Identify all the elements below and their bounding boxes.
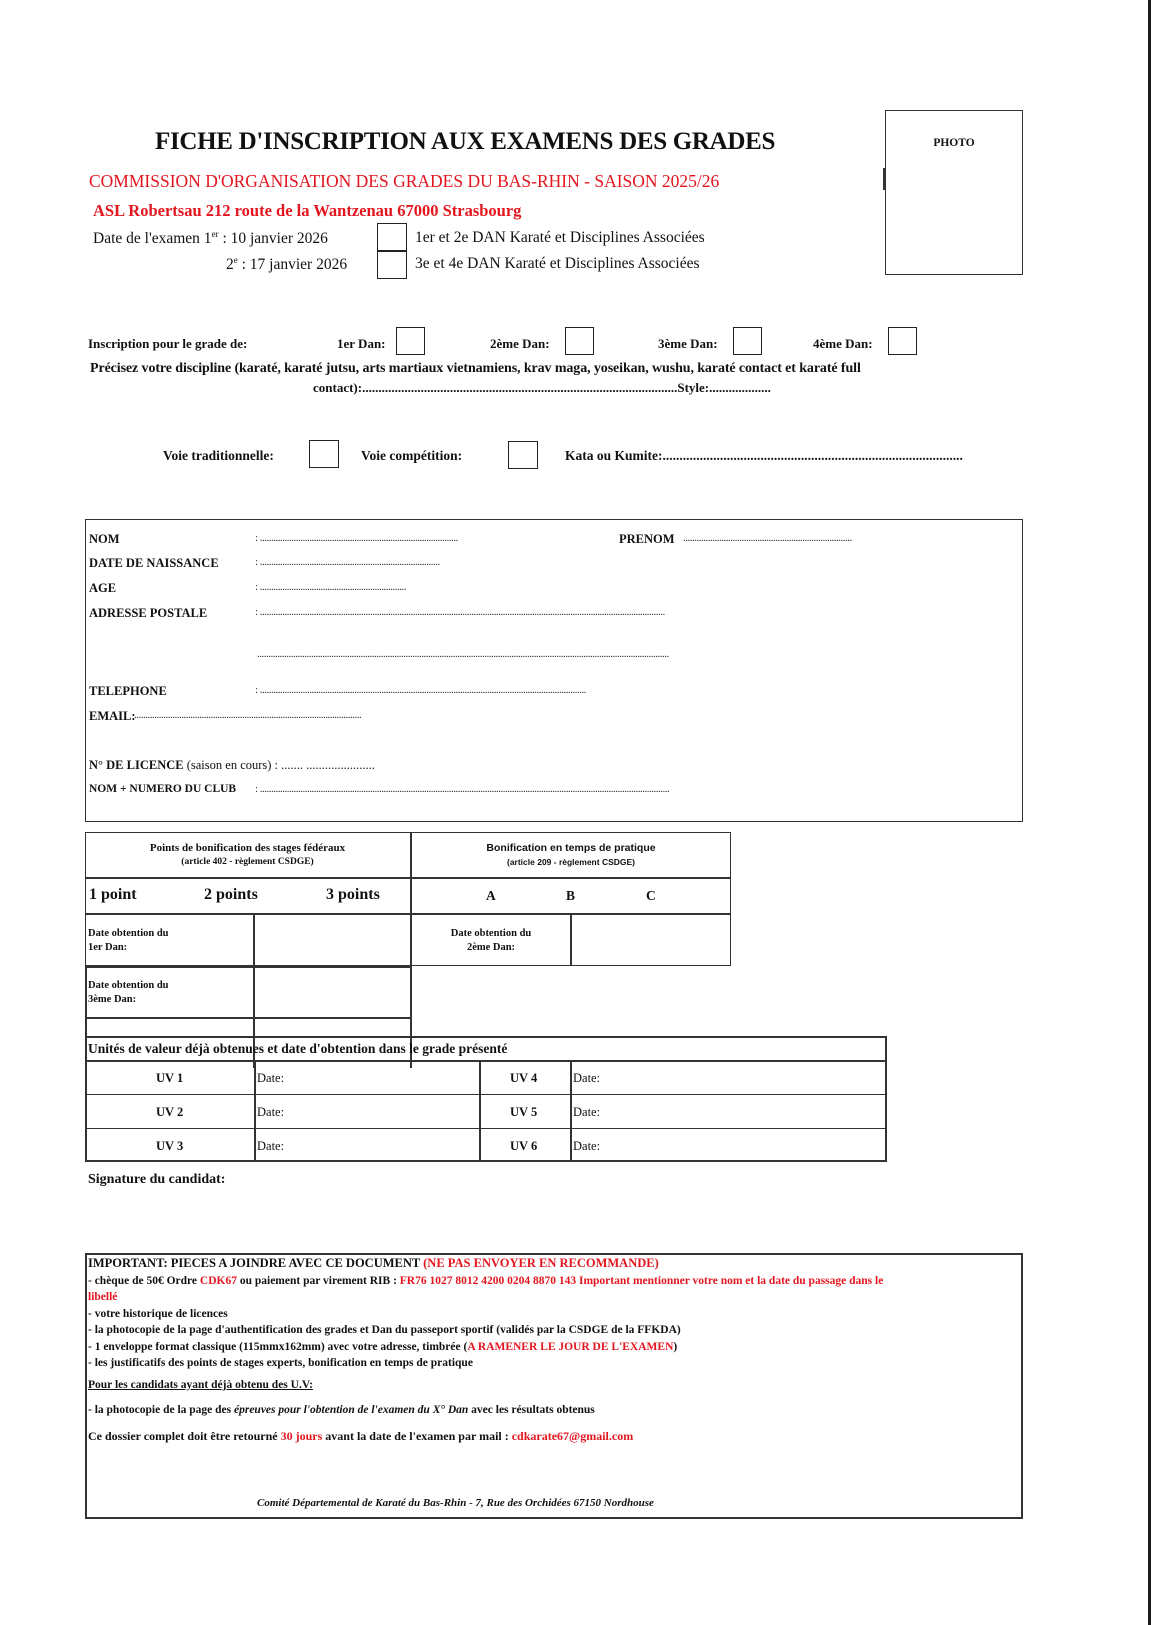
prenom-label: PRENOM [619, 532, 675, 546]
voie-traditional-checkbox[interactable] [309, 440, 339, 468]
uv-2-label: UV 2 [156, 1105, 184, 1119]
points-2[interactable]: 2 points [204, 886, 258, 903]
points-1[interactable]: 1 point [89, 886, 137, 903]
return-text: Ce dossier complet doit être retourné [88, 1429, 281, 1443]
grade-1-label: 1er Dan: [337, 336, 386, 351]
voie-competition-checkbox[interactable] [508, 441, 538, 469]
letter-a[interactable]: A [486, 888, 496, 903]
uv-6-date[interactable]: Date: [573, 1139, 601, 1153]
address-label: ADRESSE POSTALE [89, 606, 208, 620]
grade-label: Inscription pour le grade de: [88, 336, 248, 351]
uv-3-date[interactable]: Date: [257, 1139, 285, 1153]
cheque-rib: FR76 1027 8012 4200 0204 8870 143 Important mentionner votre nom et la date du passage dans le [399, 1275, 884, 1287]
exam-date-2-prefix: 2 [226, 256, 234, 274]
item-licences: - votre historique de licences [88, 1308, 228, 1320]
uv-col-divider-2 [479, 1060, 481, 1162]
address-input-1[interactable]: : .................................................................................................................................................................................... [255, 606, 665, 618]
venue-address: ASL Robertsau 212 route de la Wantzenau 67000 Strasbourg [93, 201, 522, 220]
cheque-text: - chèque de 50€ Ordre [88, 1275, 200, 1287]
uv-title: Unités de valeur déjà obtenues et date d'obtention dans le grade présenté [88, 1041, 508, 1056]
club-label: NOM + NUMERO DU CLUB [89, 783, 237, 795]
photo-box[interactable] [885, 110, 1023, 275]
footer-address: Comité Départemental de Karaté du Bas-Rhin - 7, Rue des Orchidées 67150 Nordhouse [257, 1497, 654, 1509]
exam-date-1-sup: er [211, 229, 219, 239]
important-title [88, 1255, 659, 1271]
item-justificatifs: - les justificatifs des points de stages experts, bonification en temps de pratique [88, 1357, 473, 1369]
exam-date-1-option: 1er et 2e DAN Karaté et Disciplines Associées [415, 229, 705, 246]
important-cheque [88, 1273, 883, 1289]
telephone-label: TELEPHONE [89, 684, 167, 698]
date-1er-dan-label [88, 927, 169, 955]
club-input[interactable]: : ...................................................................................................................................................................................... [255, 783, 670, 795]
uv-col-divider-3 [570, 1060, 572, 1162]
return-deadline: 30 jours [280, 1429, 323, 1443]
uv-item-tail: avec les résultats obtenus [468, 1404, 595, 1416]
envelope-text: - 1 enveloppe format classique (115mmx162mm) avec votre adresse, timbrée ( [88, 1341, 468, 1353]
exam-date-1 [93, 229, 328, 248]
points-3[interactable]: 3 points [326, 886, 380, 903]
envelope-close: ) [673, 1341, 678, 1353]
exam-date-1-date: : 10 janvier 2026 [218, 230, 328, 248]
letter-b[interactable]: B [566, 888, 576, 903]
uv-row-divider-1 [85, 1094, 887, 1095]
birthdate-input[interactable]: : ................................................................................ [255, 556, 440, 568]
grade-3-checkbox[interactable] [733, 327, 762, 355]
email-label: EMAIL: [89, 709, 136, 723]
date-2eme-dan-line1: Date obtention du [450, 928, 532, 939]
birthdate-label: DATE DE NAISSANCE [89, 556, 219, 570]
cheque-libelle: libellé [88, 1291, 118, 1303]
email-input[interactable]: ..................................................................................................... [134, 709, 362, 721]
uv-item-text: - la photocopie de la page des [88, 1404, 234, 1416]
kata-kumite-field[interactable]: Kata ou Kumite:......................................................................................... [565, 448, 963, 463]
date-2eme-dan-label [412, 927, 570, 955]
bonif-right-subtitle: (article 209 - règlement CSDGE) [506, 857, 635, 867]
discipline-contact-line[interactable]: contact):.................................................................................................Style:................... [313, 380, 771, 395]
photo-tick [883, 168, 885, 190]
exam-date-2-date: : 17 janvier 2026 [237, 256, 348, 274]
date-1er-dan-line1: Date obtention du [88, 928, 169, 939]
bonif-left-title: Points de bonification des stages fédéraux [149, 842, 346, 854]
telephone-input[interactable]: : ................................................................................................................................................. [255, 684, 587, 696]
grade-1-checkbox[interactable] [396, 327, 425, 355]
address-input-2[interactable]: ....................................................................................................................................................................................... [257, 648, 669, 660]
return-instructions [88, 1428, 633, 1444]
uv-3-label: UV 3 [156, 1139, 184, 1153]
cheque-rib-label: ou paiement par virement RIB : [236, 1275, 400, 1287]
uv-candidates-heading: Pour les candidats ayant déjà obtenu des U.V: [88, 1379, 313, 1391]
voie-competition-label: Voie compétition: [361, 448, 463, 463]
grade-2-label: 2ème Dan: [490, 336, 550, 351]
nom-input[interactable]: : ........................................................................................ [255, 532, 458, 544]
uv-col-divider-1 [254, 1060, 256, 1162]
uv-5-label: UV 5 [510, 1105, 538, 1119]
date-3eme-dan-input[interactable] [255, 968, 409, 1016]
exam-date-2-sup: e [233, 255, 238, 265]
discipline-prompt: Précisez votre discipline (karaté, karaté jutsu, arts martiaux vietnamiens, krav maga, yoseikan, wushu, karaté contact et karaté full [90, 361, 861, 376]
licence-field[interactable] [89, 758, 375, 773]
date-2eme-dan-input[interactable] [572, 915, 729, 965]
uv-2-date[interactable]: Date: [257, 1105, 285, 1119]
important-title-text: IMPORTANT: PIECES A JOINDRE AVEC CE DOCUMENT [88, 1256, 424, 1270]
date-1er-dan-input[interactable] [255, 915, 409, 965]
date-1er-dan-line2: 1er Dan: [88, 942, 128, 953]
age-input[interactable]: : ................................................................. [255, 581, 407, 593]
uv-1-label: UV 1 [156, 1071, 184, 1085]
signature-label: Signature du candidat: [88, 1172, 226, 1187]
photo-label: PHOTO [933, 137, 975, 149]
cheque-order: CDK67 [199, 1275, 237, 1287]
exam-date-1-checkbox[interactable] [377, 223, 407, 251]
exam-date-1-prefix: Date de l'examen 1 [93, 230, 212, 248]
uv-6-label: UV 6 [510, 1139, 538, 1153]
licence-label: N° DE LICENCE [89, 758, 184, 772]
uv-header-divider [85, 1060, 887, 1062]
uv-item-italic: épreuves pour l'obtention de l'examen du X° Dan [234, 1404, 469, 1416]
identity-box [85, 519, 1023, 822]
uv-1-date[interactable]: Date: [257, 1071, 285, 1085]
licence-note: (saison en cours) : ....... ...................... [183, 758, 375, 772]
grade-4-label: 4ème Dan: [813, 336, 873, 351]
uv-5-date[interactable]: Date: [573, 1105, 601, 1119]
letter-c[interactable]: C [646, 888, 656, 903]
bonif-divider-h1 [85, 877, 731, 879]
commission-subtitle: COMMISSION D'ORGANISATION DES GRADES DU BAS-RHIN - SAISON 2025/26 [89, 171, 720, 191]
important-title-warning: (NE PAS ENVOYER EN RECOMMANDE) [423, 1256, 659, 1270]
page-title: FICHE D'INSCRIPTION AUX EXAMENS DES GRADES [155, 128, 776, 155]
voie-traditional-label: Voie traditionnelle: [163, 448, 274, 463]
date-3eme-dan-line2: 3ème Dan: [88, 994, 137, 1005]
date-2eme-dan-line2: 2ème Dan: [466, 942, 516, 953]
exam-date-2-option: 3e et 4e DAN Karaté et Disciplines Associées [415, 255, 700, 272]
grade-2-checkbox[interactable] [565, 327, 594, 355]
prenom-input[interactable]: ........................................................................... [683, 532, 852, 544]
uv-candidates-item [88, 1402, 595, 1418]
uv-4-date[interactable]: Date: [573, 1071, 601, 1085]
envelope-warning: A RAMENER LE JOUR DE L'EXAMEN [467, 1341, 674, 1353]
date-3eme-dan-line1: Date obtention du [88, 980, 169, 991]
item-passport: - la photocopie de la page d'authentification des grades et Dan du passeport sportif (validés par la CSDGE de la FFKDA) [88, 1324, 681, 1336]
exam-date-2 [226, 255, 347, 274]
nom-label: NOM [89, 532, 120, 546]
grade-4-checkbox[interactable] [888, 327, 917, 355]
return-text-2: avant la date de l'examen par mail : [322, 1429, 512, 1443]
return-email[interactable]: cdkarate67@gmail.com [511, 1429, 634, 1443]
bonif-right-title: Bonification en temps de pratique [486, 842, 656, 854]
date-3eme-dan-label [88, 979, 169, 1007]
bonif-left-subtitle: (article 402 - règlement CSDGE) [181, 857, 314, 867]
uv-row-divider-2 [85, 1128, 887, 1129]
grade-3-label: 3ème Dan: [658, 336, 718, 351]
exam-date-2-checkbox[interactable] [377, 251, 407, 279]
bonif-bottom [85, 1017, 412, 1019]
item-envelope [88, 1339, 677, 1355]
age-label: AGE [89, 581, 117, 595]
uv-4-label: UV 4 [510, 1071, 538, 1085]
